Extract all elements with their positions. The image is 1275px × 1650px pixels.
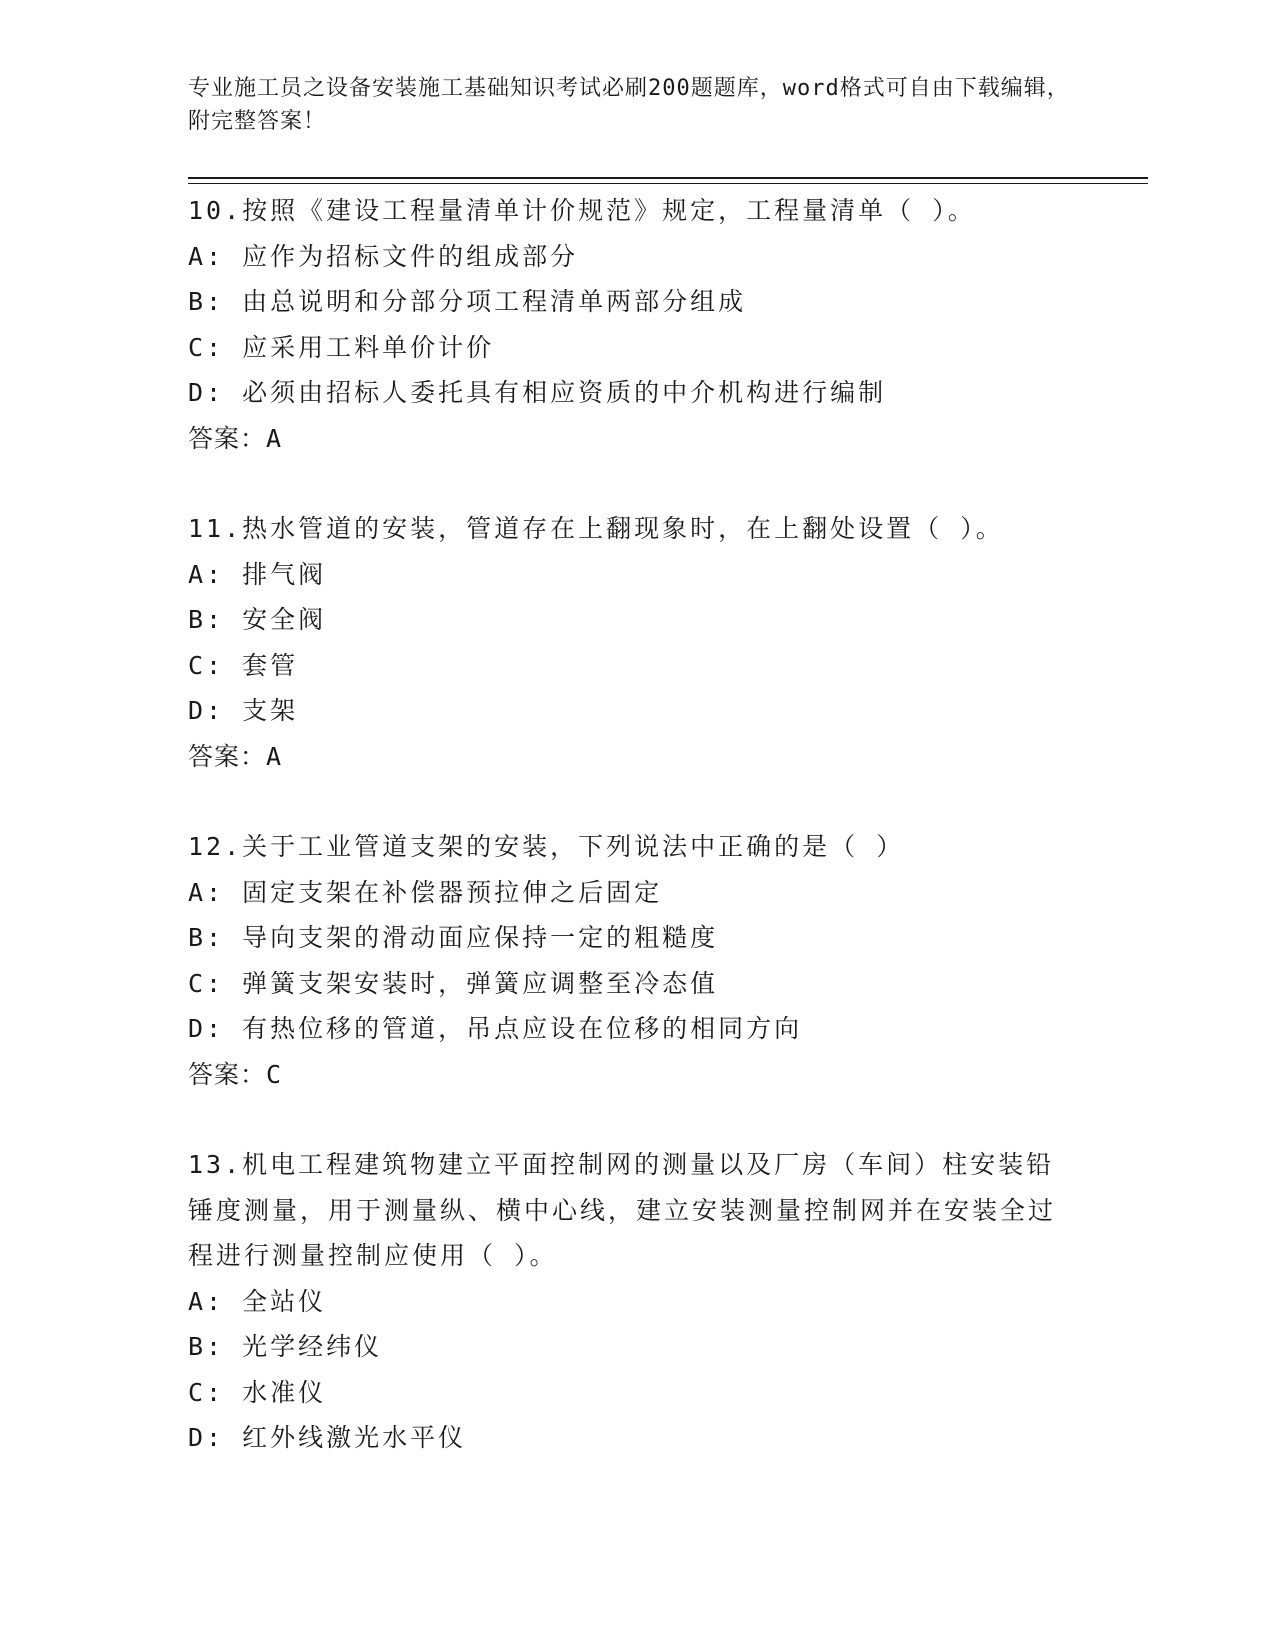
- question-spacer: [188, 779, 1088, 824]
- option-d: D: 支架: [188, 696, 299, 725]
- option-b: B: 由总说明和分部分项工程清单两部分组成: [188, 287, 747, 316]
- option-c: C: 水准仪: [188, 1377, 327, 1407]
- answer-line: 答案：A: [188, 423, 283, 453]
- question-stem: 10.按照《建设工程量清单计价规范》规定，工程量清单（ ）。: [188, 196, 976, 225]
- answer-line: 答案：A: [188, 741, 283, 771]
- question-stem: 12.关于工业管道支架的安装，下列说法中正确的是（ ）: [188, 832, 905, 861]
- option-d: D: 必须由招标人委托具有相应资质的中介机构进行编制: [188, 378, 887, 407]
- question-11: [188, 506, 1088, 779]
- question-spacer: [188, 461, 1088, 506]
- document-header: 专业施工员之设备安装施工基础知识考试必刷200题题库，word格式可自由下载编辑，附完整答案！: [188, 76, 1070, 134]
- question-10: [188, 188, 1088, 461]
- option-a: A: 固定支架在补偿器预拉伸之后固定: [188, 877, 663, 907]
- option-d: D: 红外线激光水平仪: [188, 1423, 467, 1452]
- question-spacer: [188, 1097, 1088, 1142]
- question-stem: 11.热水管道的安装，管道存在上翻现象时，在上翻处设置（ ）。: [188, 514, 1004, 543]
- header-rule-thick: [188, 177, 1148, 179]
- option-a: A: 全站仪: [188, 1286, 327, 1316]
- option-b: B: 光学经纬仪: [188, 1332, 383, 1361]
- option-d: D: 有热位移的管道，吊点应设在位移的相同方向: [188, 1014, 803, 1043]
- option-a: A: 排气阀: [188, 559, 327, 589]
- answer-line: 答案：C: [188, 1059, 283, 1089]
- question-12: [188, 824, 1088, 1097]
- option-c: C: 应采用工料单价计价: [188, 332, 495, 362]
- question-list: [188, 188, 1088, 1461]
- option-c: C: 弹簧支架安装时，弹簧应调整至冷态值: [188, 968, 719, 998]
- option-a: A: 应作为招标文件的组成部分: [188, 241, 579, 271]
- option-b: B: 安全阀: [188, 605, 327, 634]
- header-rule-thin: [188, 183, 1148, 184]
- question-stem: 13.机电工程建筑物建立平面控制网的测量以及厂房（车间）柱安装铅锤度测量，用于测量纵、横中心线，建立安装测量控制网并在安装全过程进行测量控制应使用（ ）。: [188, 1150, 1057, 1270]
- question-13: [188, 1142, 1088, 1461]
- option-c: C: 套管: [188, 650, 299, 680]
- option-b: B: 导向支架的滑动面应保持一定的粗糙度: [188, 923, 719, 952]
